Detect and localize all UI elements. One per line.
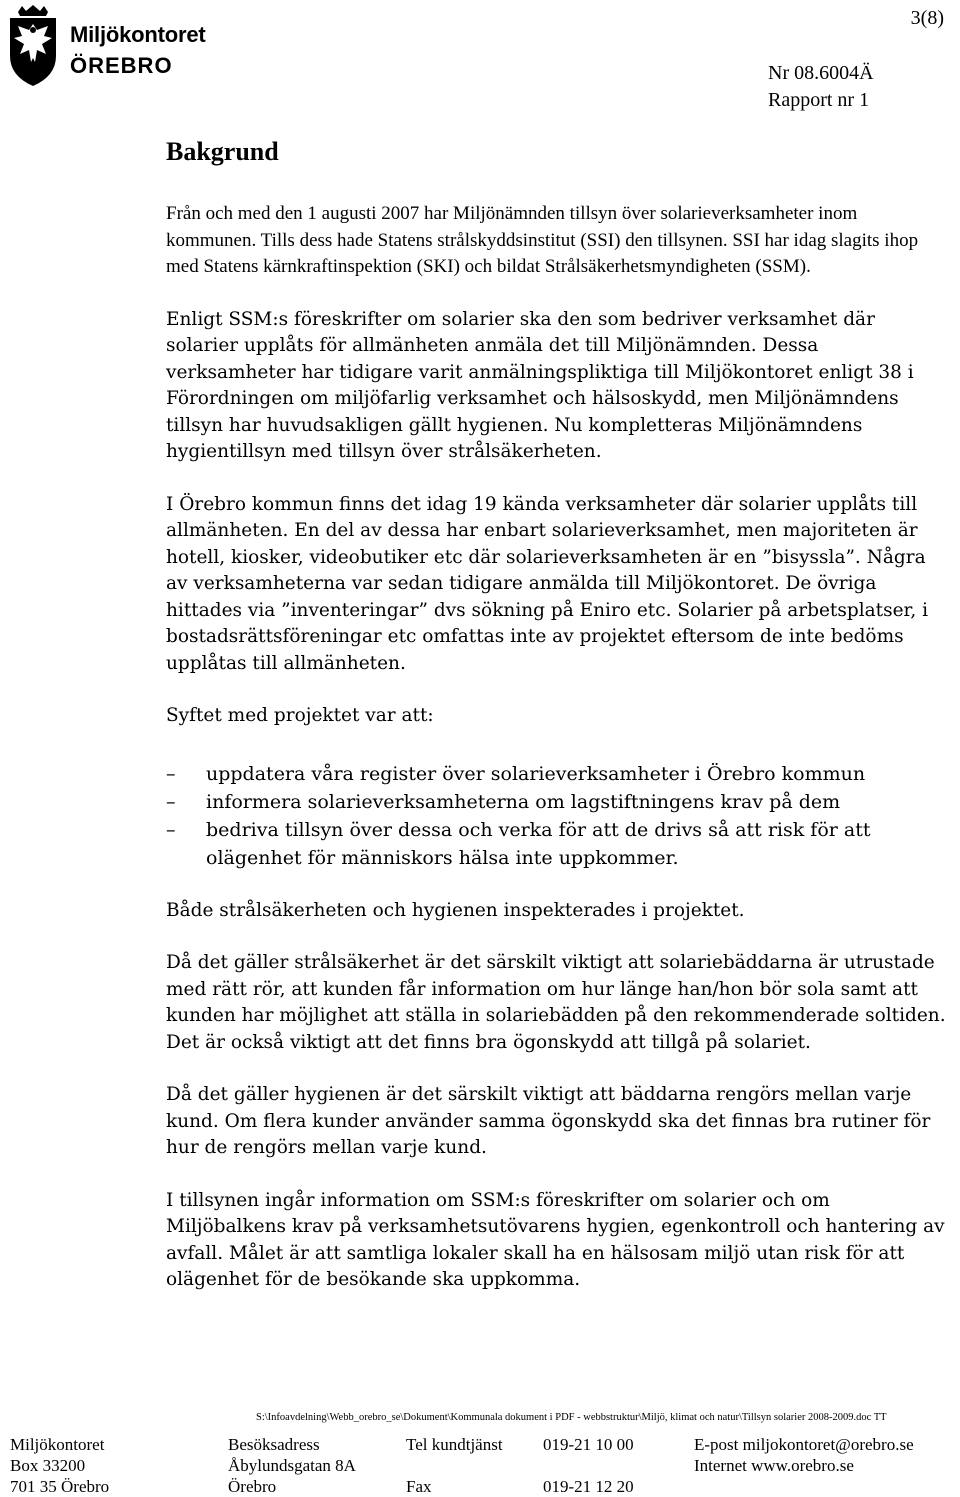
list-item-text: uppdatera våra register över solarieverksamheter i Örebro kommun [206,762,866,785]
paragraph-3: I Örebro kommun finns det idag 19 kända verksamheter där solarier upplåts till allmänheten. En del av dessa har enbart solarieverksamhet, men majoriteten är hotell, kiosker, videobutiker etc där solarieverksamheten är en ”bisyssla”. Några av verksamheterna var sedan tidigare anmälda till Miljökontoret. De övriga hittades via ”inventeringar” dvs sökning på Eniro etc. Solarier på arbetsplatser, i bostadsrättsföreningar etc omfattas inte av projektet eftersom de inte bedöms upplåtas till allmänheten. [166,493,929,674]
document-number: Nr 08.6004Ä [768,62,874,84]
footer-phone-labels [406,1434,503,1497]
dash-bullet-icon: – [166,790,176,813]
document-reference [768,60,874,114]
list-item [166,760,946,788]
footer [0,1434,960,1497]
footer-box: Box 33200 [10,1456,86,1475]
footer-phone-number: 019-21 10 00 [543,1435,634,1454]
file-path: S:\Infoavdelning\Webb_orebro_se\Dokument\Kommunala dokument i PDF - webbstruktur\Miljö, klimat och natur\Tillsyn solarier 2008-2009.doc TT [256,1412,887,1423]
paragraph-6: Då det gäller strålsäkerhet är det särskilt viktigt att solariebäddarna är utrustade med rätt rör, att kunden får information om hur länge han/hon bör sola samt att kunden har möjlighet att ställa in solariebädden på den rekommenderade soltiden. Det är också viktigt att det finns bra ögonskydd att tillgå på solariet. [166,952,946,1053]
logo-text-orebro: ÖREBRO [70,53,173,78]
footer-visit-city: Örebro [228,1477,277,1496]
footer-phone-numbers [543,1434,634,1497]
document-body [166,136,946,1320]
footer-visit-column [228,1434,356,1497]
section-heading: Bakgrund [166,137,279,166]
footer-website[interactable]: Internet www.orebro.se [694,1456,854,1475]
list-item-text: bedriva tillsyn över dessa och verka för att de drivs så att risk för att olägenhet för människors hälsa inte uppkommer. [206,818,871,869]
aims-list [166,760,946,872]
paragraph-5: Både strålsäkerheten och hygienen inspekterades i projektet. [166,899,745,921]
paragraph-1: Från och med den 1 augusti 2007 har Miljönämnden tillsyn över solarieverksamheter inom kommunen. Tills dess hade Statens strålskyddsinstitut (SSI) den tillsynen. SSI har idag slagits ihop med Statens kärnkraftinspektion (SKI) och bildat Strålsäkerhetsmyndigheten (SSM). [166,203,919,277]
footer-address-column [10,1434,109,1497]
dash-bullet-icon: – [166,762,176,785]
paragraph-7: Då det gäller hygienen är det särskilt viktigt att bäddarna rengörs mellan varje kund. Om flera kunder använder samma ögonskydd ska det finnas bra rutiner för hur de rengörs mellan varje kund. [166,1084,931,1158]
footer-org-name: Miljökontoret [10,1435,105,1454]
list-item [166,788,946,816]
footer-empty [543,1455,634,1476]
list-item [166,816,946,872]
orebro-crest-icon [4,4,62,88]
paragraph-2: Enligt SSM:s föreskrifter om solarier ska den som bedriver verksamhet där solarier upplåts för allmänheten anmäla det till Miljönämnden. Dessa verksamheter har tidigare varit anmälningspliktiga till Miljökontoret enligt 38 i Förordningen om miljöfarlig verksamhet och hälsoskydd, men Miljönämndens tillsyn har huvudsakligen gällt hygienen. Nu kompletteras Miljönämndens hygientillsyn med tillsyn över strålsäkerheten. [166,308,914,462]
footer-fax-label: Fax [406,1477,432,1496]
footer-visit-street: Åbylundsgatan 8A [228,1456,356,1475]
footer-empty [694,1476,914,1497]
footer-postal: 701 35 Örebro [10,1477,110,1496]
footer-fax-number: 019-21 12 20 [543,1477,634,1496]
logo [4,4,234,96]
list-item-text: informera solarieverksamheterna om lagstiftningens krav på dem [206,790,841,813]
paragraph-8: I tillsynen ingår information om SSM:s föreskrifter om solarier och om Miljöbalkens krav på verksamhetsutövarens hygien, egenkontroll och hantering av avfall. Målet är att samtliga lokaler skall ha en hälsosam miljö utan risk för att olägenhet för de besökande ska uppkomma. [166,1189,945,1290]
paragraph-4: Syftet med projektet var att: [166,705,434,726]
page-number: 3(8) [910,7,944,29]
footer-phone-label: Tel kundtjänst [406,1435,503,1454]
logo-text-miljokontoret: Miljökontoret [70,22,206,47]
footer-empty [406,1455,503,1476]
footer-contact-column [694,1434,914,1497]
footer-visit-label: Besöksadress [228,1435,320,1454]
report-number: Rapport nr 1 [768,89,870,111]
dash-bullet-icon: – [166,818,176,841]
footer-email[interactable]: E-post miljokontoret@orebro.se [694,1435,914,1454]
